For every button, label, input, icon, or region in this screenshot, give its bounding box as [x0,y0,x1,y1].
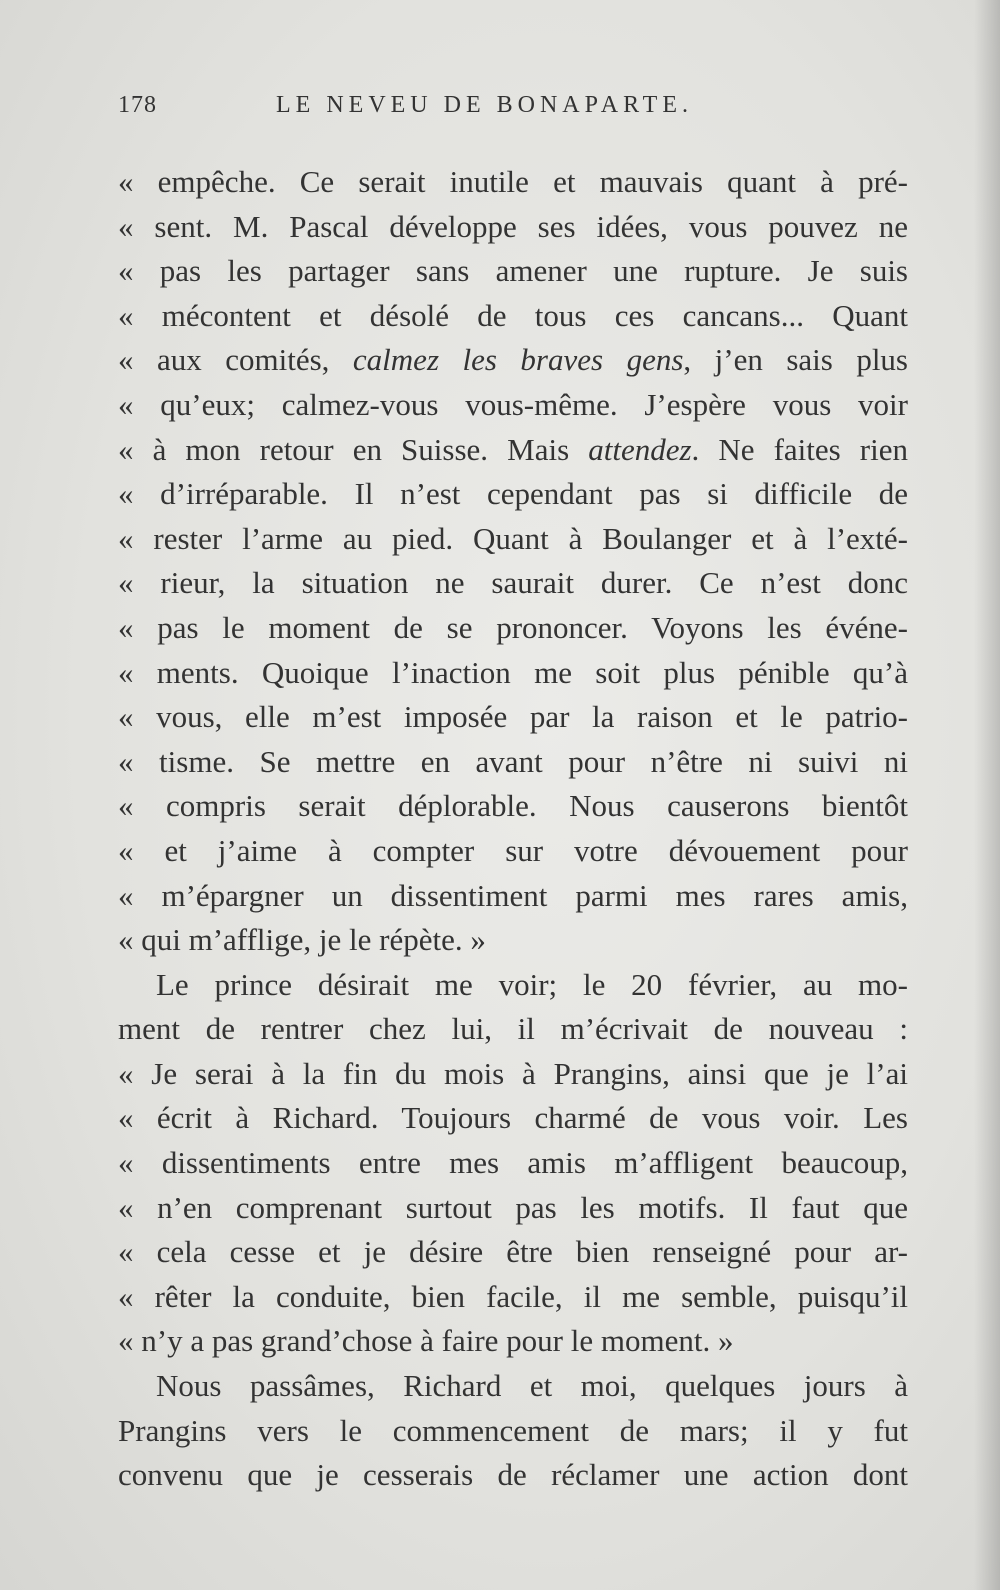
page-number: 178 [118,92,157,118]
text-line: Nous passâmes, Richard et moi, quelques jours à [156,1368,908,1404]
text-segment: . Ne faites rien [691,431,908,467]
text-line: « qui m’afflige, je le répète. » [118,922,486,958]
text-line: « compris serait déplorable. Nous causerons bientôt [118,788,908,824]
text-line: « ments. Quoique l’inaction me soit plus pénible qu’à [118,654,908,690]
text-line: « pas le moment de se prononcer. Voyons les événe- [118,609,908,645]
text-line: « et j’aime à compter sur votre dévouement pour [118,832,908,868]
body-text [118,160,908,1498]
text-line: « empêche. Ce serait inutile et mauvais quant à pré- [118,164,908,199]
text-segment: « aux comités, [118,342,353,378]
text-line: Le prince désirait me voir; le 20 février, au mo- [156,966,908,1002]
text-line: « n’y a pas grand’chose à faire pour le moment. » [118,1323,734,1359]
text-line: « rêter la conduite, bien facile, il me semble, puisqu’il [118,1278,908,1314]
text-line: « mécontent et désolé de tous ces cancans... Quant [118,297,908,333]
text-line: « rester l’arme au pied. Quant à Boulanger et à l’exté- [118,520,908,556]
text-line: convenu que je cesserais de réclamer une action dont [118,1457,908,1493]
page-edge-shadow [974,0,1000,1590]
text-line: « m’épargner un dissentiment parmi mes rares amis, [118,877,908,913]
text-line: « sent. M. Pascal développe ses idées, vous pouvez ne [118,208,908,244]
text-line: Prangins vers le commencement de mars; il y fut [118,1412,908,1448]
text-line: « écrit à Richard. Toujours charmé de vous voir. Les [118,1100,908,1136]
text-line: « n’en comprenant surtout pas les motifs. Il faut que [118,1189,908,1225]
text-line: « qu’eux; calmez-vous vous-même. J’espère vous voir [118,386,908,422]
text-line: « vous, elle m’est imposée par la raison et le patrio- [118,699,908,735]
text-line: « d’irréparable. Il n’est cependant pas si difficile de [118,476,908,512]
text-line: « pas les partager sans amener une rupture. Je suis [118,253,908,289]
text-line: « cela cesse et je désire être bien renseigné pour ar- [118,1234,908,1270]
page-header [118,92,918,132]
text-line: ment de rentrer chez lui, il m’écrivait de nouveau : [118,1011,908,1047]
italic-text-segment: calmez les braves gens [352,342,684,378]
text-line [118,338,908,383]
running-title: LE NEVEU DE BONAPARTE. [276,92,693,118]
text-segment: « à mon retour en Suisse. Mais [118,431,589,467]
text-line: « dissentiments entre mes amis m’affligent beaucoup, [118,1145,908,1181]
text-segment: , j’en sais plus [683,342,908,378]
text-line [118,428,908,473]
text-line: « rieur, la situation ne saurait durer. Ce n’est donc [118,565,908,601]
italic-text-segment: attendez [588,431,692,467]
text-line: « tisme. Se mettre en avant pour n’être ni suivi ni [118,743,908,779]
text-line: « Je serai à la fin du mois à Prangins, ainsi que je l’ai [118,1055,908,1091]
